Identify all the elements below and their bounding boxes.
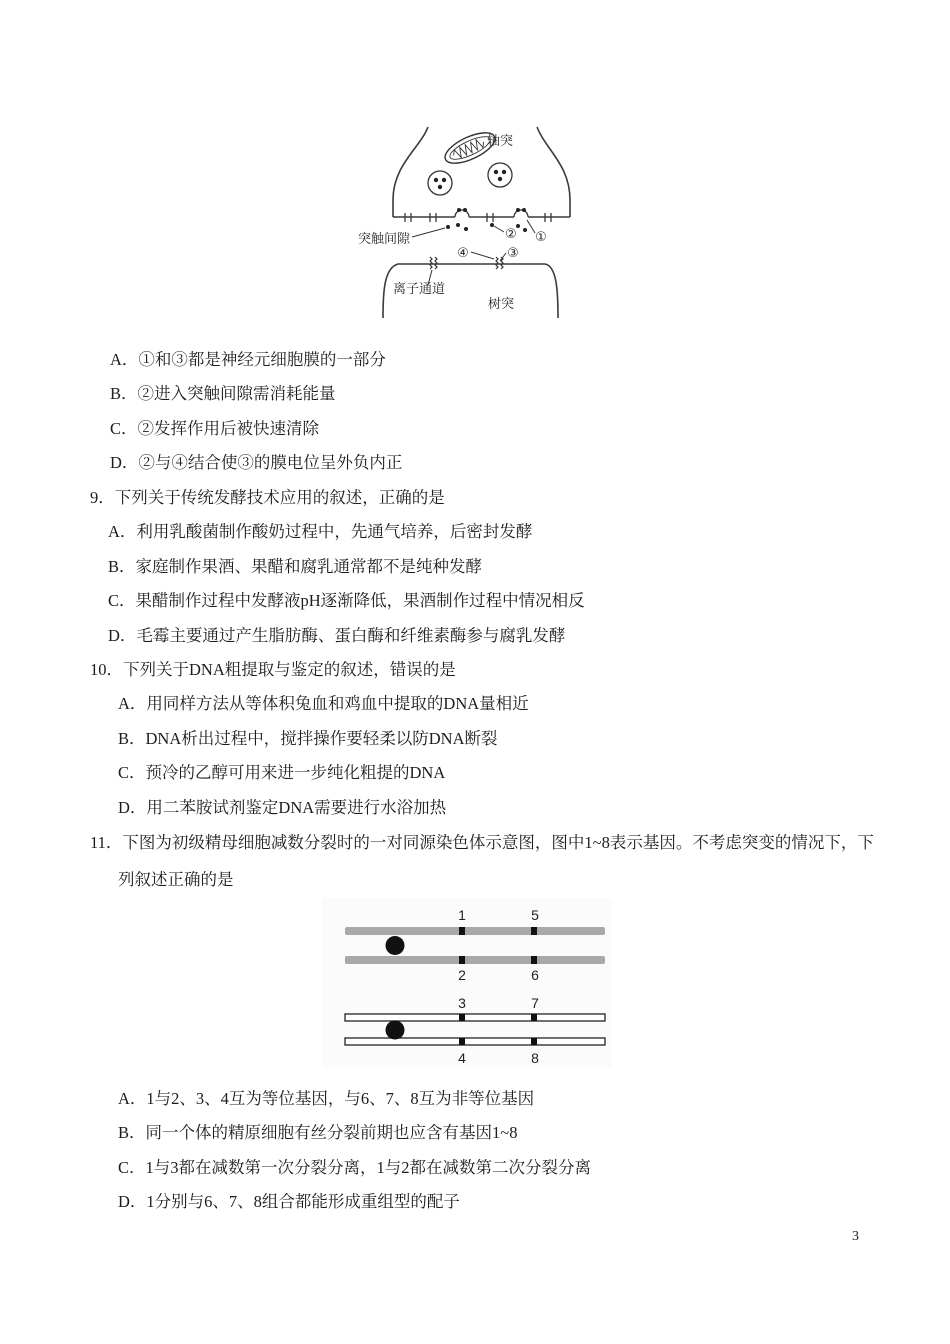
option-c	[90, 584, 585, 619]
option-text: ②进入突触间隙需消耗能量	[137, 384, 336, 404]
option-label: A．	[118, 694, 147, 714]
gene-2	[459, 956, 465, 964]
question-stem	[90, 481, 585, 516]
question-stem-text: 下列关于传统发酵技术应用的叙述，正确的是	[114, 487, 445, 507]
option-text: 用同样方法从等体积兔血和鸡血中提取的DNA量相近	[146, 694, 529, 714]
option-c	[110, 412, 402, 447]
option-label: B．	[118, 728, 146, 748]
ion-channel-label: 离子通道	[393, 282, 446, 297]
gene-label-8: 8	[531, 1050, 539, 1066]
question-11-options	[118, 1082, 591, 1220]
option-text: ①和③都是神经元细胞膜的一部分	[138, 349, 386, 369]
option-label: A．	[108, 522, 137, 542]
gene-label-7: 7	[531, 995, 539, 1011]
fusing-vesicle	[514, 208, 528, 217]
option-text: ②发挥作用后被快速清除	[137, 418, 320, 438]
option-text: DNA析出过程中，搅拌操作要轻柔以防DNA断裂	[145, 728, 498, 748]
option-text: 利用乳酸菌制作酸奶过程中，先通气培养，后密封发酵	[136, 522, 533, 542]
ion-channel-icon	[430, 257, 437, 269]
marker-2: ②	[505, 227, 517, 242]
centromere	[386, 936, 405, 955]
option-label: B．	[108, 556, 136, 576]
question-number: 10．	[90, 659, 123, 679]
gene-label-4: 4	[458, 1050, 466, 1066]
chromatid-1	[345, 927, 605, 935]
question-10	[90, 653, 529, 826]
page-number: 3	[852, 1229, 859, 1244]
gene-7	[531, 1014, 537, 1021]
question-8-options	[110, 343, 402, 481]
option-c	[90, 756, 529, 791]
option-text: 预冷的乙醇可用来进一步纯化粗提的DNA	[145, 763, 446, 783]
question-stem-text: 下列关于DNA粗提取与鉴定的叙述，错误的是	[123, 659, 456, 679]
option-a	[118, 1082, 591, 1116]
synaptic-vesicle	[488, 163, 512, 187]
option-label: D．	[110, 453, 139, 473]
question-stem-continued	[90, 863, 874, 898]
axon-label: 轴突	[487, 134, 514, 149]
gene-5	[531, 927, 537, 935]
chromosome-figure	[322, 898, 612, 1068]
option-label: A．	[110, 349, 139, 369]
dendrite-label: 树突	[488, 297, 515, 312]
option-label: D．	[108, 625, 137, 645]
option-label: B．	[110, 384, 138, 404]
option-label: C．	[118, 1157, 146, 1177]
option-d	[90, 619, 585, 654]
synapse-figure	[352, 122, 577, 322]
option-label: D．	[118, 797, 147, 817]
option-b	[118, 1116, 591, 1150]
option-a	[110, 343, 402, 378]
marker-1: ①	[535, 230, 547, 245]
option-text: 1与2、3、4互为等位基因，与6、7、8互为非等位基因	[146, 1088, 535, 1108]
question-stem	[90, 653, 529, 688]
gene-6	[531, 956, 537, 964]
option-label: B．	[118, 1123, 146, 1143]
question-9	[90, 481, 585, 654]
option-d	[118, 1185, 591, 1219]
question-stem	[90, 826, 874, 861]
option-b	[90, 550, 585, 585]
option-label: C．	[118, 763, 146, 783]
option-text: 家庭制作果酒、果醋和腐乳通常都不是纯种发酵	[135, 556, 483, 576]
chromatid-3	[345, 1014, 605, 1021]
option-d	[90, 791, 529, 826]
synaptic-vesicle	[428, 171, 452, 195]
option-label: C．	[108, 591, 136, 611]
option-d	[110, 446, 402, 481]
option-b	[90, 722, 529, 757]
option-text: ②与④结合使③的膜电位呈外负内正	[138, 453, 403, 473]
option-text: 用二苯胺试剂鉴定DNA需要进行水浴加热	[146, 797, 447, 817]
gene-3	[459, 1014, 465, 1021]
option-b	[110, 377, 402, 412]
gene-1	[459, 927, 465, 935]
question-number: 9．	[90, 487, 115, 507]
option-label: A．	[118, 1088, 147, 1108]
question-11-stem	[90, 826, 874, 898]
synaptic-cleft-label: 突触间隙	[358, 232, 411, 247]
gene-label-2: 2	[458, 967, 466, 983]
axon-terminal-outline-right	[537, 127, 570, 217]
option-a	[90, 687, 529, 722]
chromatid-4	[345, 1038, 605, 1045]
question-stem-text: 列叙述正确的是	[118, 869, 234, 889]
option-text: 毛霉主要通过产生脂肪酶、蛋白酶和纤维素酶参与腐乳发酵	[136, 625, 566, 645]
option-label: C．	[110, 418, 138, 438]
option-c	[118, 1151, 591, 1185]
centromere	[386, 1021, 405, 1040]
option-text: 同一个体的精原细胞有丝分裂前期也应含有基因1~8	[145, 1123, 518, 1143]
gene-label-5: 5	[531, 907, 539, 923]
axon-terminal-outline	[393, 127, 428, 217]
gene-label-3: 3	[458, 995, 466, 1011]
marker-4: ④	[457, 246, 469, 261]
gene-label-1: 1	[458, 907, 466, 923]
option-text: 1与3都在减数第一次分裂分离，1与2都在减数第二次分裂分离	[145, 1157, 592, 1177]
fusing-vesicle	[455, 208, 469, 217]
question-number: 11．	[90, 832, 123, 852]
option-label: D．	[118, 1191, 147, 1211]
question-stem-text: 下图为初级精母细胞减数分裂时的一对同源染色体示意图，图中1~8表示基因。不考虑突变的情况下，下	[122, 832, 874, 852]
gene-4	[459, 1038, 465, 1045]
option-text: 1分别与6、7、8组合都能形成重组型的配子	[146, 1191, 460, 1211]
option-text: 果醋制作过程中发酵液pH逐渐降低，果酒制作过程中情况相反	[135, 591, 585, 611]
option-a	[90, 515, 585, 550]
gene-label-6: 6	[531, 967, 539, 983]
gene-8	[531, 1038, 537, 1045]
marker-3: ③	[507, 246, 519, 261]
chromatid-2	[345, 956, 605, 964]
